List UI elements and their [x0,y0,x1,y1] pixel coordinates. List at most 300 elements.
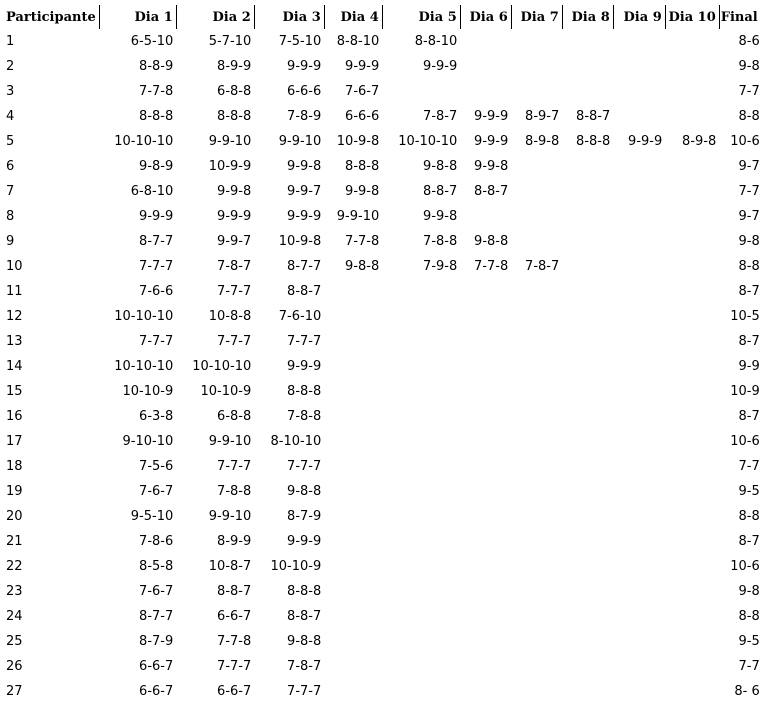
day-score: 8-8-8 [345,159,380,174]
day-score [511,204,562,229]
day-score [665,54,719,79]
day-score: 9-9-9 [287,359,322,374]
day-score [613,279,665,304]
day-score [562,679,613,704]
table-row [4,354,761,379]
day-score: 7-5-6 [139,459,174,474]
day-score [562,179,613,204]
participant-number: 10 [6,259,23,274]
day-score [324,404,382,429]
day-score [562,379,613,404]
day-score [511,554,562,579]
day-score: 7-8-7 [287,659,322,674]
column-header-dia-9: Dia 9 [613,5,665,29]
day-score: 5-7-10 [208,34,252,49]
day-score [460,504,511,529]
final-score: 9-5 [738,634,760,649]
final-score: 9-8 [738,584,760,599]
day-score [511,379,562,404]
column-header-final: Final [720,9,758,25]
day-score [511,604,562,629]
day-score: 6-5-10 [130,34,174,49]
day-score [324,479,382,504]
day-score: 8-9-8 [682,134,717,149]
day-score [613,154,665,179]
day-score: 6-6-7 [139,684,174,699]
day-score: 9-9-10 [208,134,252,149]
day-score [613,379,665,404]
table-row [4,679,761,704]
day-score: 8-7-7 [139,234,174,249]
day-score [562,529,613,554]
day-score [460,354,511,379]
day-score [460,304,511,329]
participant-number: 6 [6,159,15,174]
day-score: 9-8-8 [345,259,380,274]
participant-number: 25 [6,634,23,649]
day-score: 8-8-7 [287,284,322,299]
participant-number: 19 [6,484,23,499]
day-score [613,54,665,79]
table-row [4,229,761,254]
participant-number: 12 [6,309,23,324]
day-score [511,504,562,529]
day-score [665,404,719,429]
day-score: 8-10-10 [270,434,322,449]
column-header-dia-2: Dia 2 [176,5,254,29]
day-score [665,529,719,554]
day-score [382,404,460,429]
day-score [511,579,562,604]
day-score: 9-8-8 [474,234,509,249]
day-score: 8-7-9 [287,509,322,524]
day-score: 7-6-7 [139,584,174,599]
day-score [613,429,665,454]
day-score [665,579,719,604]
table-row [4,304,761,329]
day-score: 6-6-6 [345,109,380,124]
final-score: 8-7 [738,284,760,299]
day-score: 8-8-9 [139,59,174,74]
day-score [665,504,719,529]
day-score: 7-8-8 [217,484,252,499]
table-row [4,479,761,504]
day-score [613,229,665,254]
day-score [665,654,719,679]
day-score [613,454,665,479]
day-score: 9-9-9 [287,59,322,74]
day-score [665,429,719,454]
day-score: 8-9-8 [525,134,560,149]
day-score [511,304,562,329]
table-row [4,79,761,104]
day-score: 10-9-9 [208,159,252,174]
day-score [324,329,382,354]
day-score: 8-8-7 [423,184,458,199]
day-score: 9-9-8 [345,184,380,199]
final-score: 8-7 [738,534,760,549]
table-row [4,54,761,79]
day-score [511,329,562,354]
day-score: 9-9-9 [287,534,322,549]
day-score: 7-7-7 [139,334,174,349]
day-score: 9-9-9 [628,134,663,149]
participant-number: 15 [6,384,23,399]
day-score [511,279,562,304]
table-row [4,429,761,454]
table-row [4,254,761,279]
day-score: 6-6-6 [287,84,322,99]
day-score: 7-6-10 [278,309,322,324]
day-score [324,429,382,454]
day-score: 8-7-7 [287,259,322,274]
day-score [562,204,613,229]
participant-number: 5 [6,134,15,149]
final-score: 7-7 [738,184,760,199]
day-score: 7-7-8 [474,259,509,274]
participant-number: 7 [6,184,15,199]
table-row [4,404,761,429]
day-score [562,629,613,654]
day-score [562,279,613,304]
day-score [511,454,562,479]
day-score [460,529,511,554]
day-score [382,504,460,529]
day-score: 7-8-6 [139,534,174,549]
day-score [665,254,719,279]
day-score [665,29,719,54]
final-score: 7-7 [738,659,760,674]
day-score: 7-9-8 [423,259,458,274]
day-score [324,504,382,529]
participant-number: 2 [6,59,15,74]
final-score: 10-9 [730,384,760,399]
participant-number: 22 [6,559,23,574]
day-score [511,679,562,704]
day-score [613,479,665,504]
day-score [562,504,613,529]
day-score: 10-10-10 [114,134,174,149]
table-row [4,654,761,679]
table-row [4,104,761,129]
day-score [382,304,460,329]
participant-number: 21 [6,534,23,549]
day-score [562,29,613,54]
participant-number: 18 [6,459,23,474]
day-score: 10-10-9 [270,559,322,574]
day-score: 6-8-10 [130,184,174,199]
participant-number: 14 [6,359,23,374]
column-header-dia-1: Dia 1 [99,5,176,29]
final-score: 9-7 [738,159,760,174]
day-score: 7-7-7 [287,334,322,349]
day-score: 9-9-8 [474,159,509,174]
final-score: 7-7 [738,459,760,474]
participant-number: 8 [6,209,15,224]
day-score [382,679,460,704]
day-score: 10-10-10 [192,359,252,374]
day-score: 8-9-7 [525,109,560,124]
day-score [665,279,719,304]
day-score: 8-8-10 [336,34,380,49]
day-score: 7-8-8 [287,409,322,424]
day-score [665,179,719,204]
day-score [562,479,613,504]
day-score: 7-6-6 [139,284,174,299]
day-score [562,404,613,429]
day-score [324,579,382,604]
day-score [562,579,613,604]
day-score: 6-8-8 [217,84,252,99]
column-header-dia-7: Dia 7 [511,5,562,29]
day-score [324,604,382,629]
day-score [382,79,460,104]
day-score [613,104,665,129]
day-score [511,79,562,104]
day-score [382,579,460,604]
day-score [460,679,511,704]
day-score [382,554,460,579]
day-score [460,554,511,579]
day-score: 7-8-7 [423,109,458,124]
day-score [460,54,511,79]
day-score [613,354,665,379]
table-row [4,504,761,529]
day-score [613,179,665,204]
day-score [511,654,562,679]
final-score: 8-7 [738,409,760,424]
day-score [324,529,382,554]
day-score: 7-6-7 [139,484,174,499]
final-score: 8- 6 [734,684,760,699]
final-score: 9-8 [738,59,760,74]
table-row [4,554,761,579]
day-score [613,679,665,704]
participant-number: 9 [6,234,15,249]
day-score: 9-9-9 [217,209,252,224]
day-score [613,529,665,554]
day-score [665,229,719,254]
day-score: 6-6-7 [217,609,252,624]
day-score [382,354,460,379]
day-score: 9-5-10 [130,509,174,524]
participant-number: 26 [6,659,23,674]
day-score: 9-8-9 [139,159,174,174]
day-score: 8-7-7 [139,609,174,624]
table-row [4,179,761,204]
day-score [511,154,562,179]
participant-number: 27 [6,684,23,699]
day-score [665,679,719,704]
day-score [562,154,613,179]
day-score: 10-9-8 [336,134,380,149]
day-score: 10-10-9 [200,384,252,399]
day-score [382,454,460,479]
day-score [324,654,382,679]
participant-number: 24 [6,609,23,624]
day-score: 9-9-8 [217,184,252,199]
day-score [665,329,719,354]
participant-number: 1 [6,34,15,49]
day-score [562,654,613,679]
day-score: 7-6-7 [345,84,380,99]
table-row [4,529,761,554]
day-score [511,354,562,379]
day-score: 9-9-10 [208,509,252,524]
day-score: 10-10-9 [122,384,174,399]
day-score: 8-8-7 [474,184,509,199]
day-score [665,604,719,629]
day-score: 9-8-8 [423,159,458,174]
day-score [511,29,562,54]
day-score [511,629,562,654]
day-score: 9-9-9 [474,109,509,124]
final-score: 8-7 [738,334,760,349]
day-score [665,104,719,129]
table-row [4,129,761,154]
day-score: 8-8-7 [576,109,611,124]
day-score [665,554,719,579]
day-score [460,279,511,304]
day-score [511,179,562,204]
day-score [460,629,511,654]
day-score [511,479,562,504]
final-score: 7-7 [738,84,760,99]
final-score: 8-8 [738,609,760,624]
day-score [562,254,613,279]
participant-number: 23 [6,584,23,599]
day-score [382,329,460,354]
table-row [4,29,761,54]
day-score [460,454,511,479]
scores-table [4,5,761,704]
day-score [613,29,665,54]
day-score [511,54,562,79]
day-score [324,304,382,329]
participant-number: 16 [6,409,23,424]
day-score [382,529,460,554]
day-score: 9-10-10 [122,434,174,449]
day-score [511,429,562,454]
day-score: 7-7-8 [139,84,174,99]
day-score [460,29,511,54]
day-score: 8-8-8 [287,584,322,599]
day-score: 7-5-10 [278,34,322,49]
day-score: 8-8-8 [139,109,174,124]
column-header-dia-6: Dia 6 [460,5,511,29]
day-score [324,679,382,704]
day-score [562,554,613,579]
day-score: 10-10-10 [398,134,458,149]
column-header-dia-10: Dia 10 [665,5,719,29]
day-score [562,604,613,629]
column-header-dia-5: Dia 5 [382,5,460,29]
participant-number: 11 [6,284,23,299]
day-score: 8-5-8 [139,559,174,574]
participant-number: 13 [6,334,23,349]
day-score [613,579,665,604]
final-score: 8-8 [738,259,760,274]
day-score: 7-7-8 [345,234,380,249]
day-score: 6-3-8 [139,409,174,424]
day-score [324,279,382,304]
day-score: 9-9-9 [345,59,380,74]
final-score: 8-6 [738,34,760,49]
header-row [4,5,761,29]
day-score: 8-8-7 [217,584,252,599]
participant-number: 3 [6,84,15,99]
day-score: 7-7-7 [287,459,322,474]
day-score: 9-9-9 [423,59,458,74]
participant-number: 20 [6,509,23,524]
day-score: 8-9-9 [217,534,252,549]
day-score [460,79,511,104]
day-score: 9-8-8 [287,484,322,499]
day-score: 8-8-10 [414,34,458,49]
day-score: 6-6-7 [139,659,174,674]
day-score [613,254,665,279]
table-row [4,579,761,604]
day-score [382,429,460,454]
day-score [665,154,719,179]
day-score [324,629,382,654]
column-header-participante: Participante [4,5,99,29]
final-score: 8-8 [738,109,760,124]
day-score [382,379,460,404]
final-score: 8-8 [738,509,760,524]
column-header-dia-8: Dia 8 [562,5,613,29]
day-score: 9-9-9 [287,209,322,224]
day-score [613,79,665,104]
day-score: 9-8-8 [287,634,322,649]
day-score [665,79,719,104]
day-score: 10-9-8 [278,234,322,249]
day-score [613,604,665,629]
day-score: 9-9-10 [336,209,380,224]
final-score: 9-7 [738,209,760,224]
day-score: 9-9-9 [474,134,509,149]
day-score [511,529,562,554]
day-score: 9-9-8 [423,209,458,224]
table-row [4,154,761,179]
day-score [665,454,719,479]
day-score [665,204,719,229]
day-score: 8-8-7 [287,609,322,624]
day-score: 10-10-10 [114,309,174,324]
day-score: 8-8-8 [217,109,252,124]
day-score: 7-8-7 [525,259,560,274]
participant-number: 17 [6,434,23,449]
day-score [460,379,511,404]
day-score: 7-8-7 [217,259,252,274]
day-score: 10-10-10 [114,359,174,374]
table-header [4,5,761,29]
participant-number: 4 [6,109,15,124]
day-score [460,204,511,229]
table-row [4,629,761,654]
day-score: 6-8-8 [217,409,252,424]
column-header-dia-4: Dia 4 [324,5,382,29]
day-score: 7-7-7 [139,259,174,274]
column-header-dia-3: Dia 3 [254,5,324,29]
day-score [460,479,511,504]
day-score [460,329,511,354]
day-score: 6-6-7 [217,684,252,699]
day-score [382,279,460,304]
day-score [613,554,665,579]
final-score: 10-6 [730,559,760,574]
day-score: 7-8-8 [423,234,458,249]
